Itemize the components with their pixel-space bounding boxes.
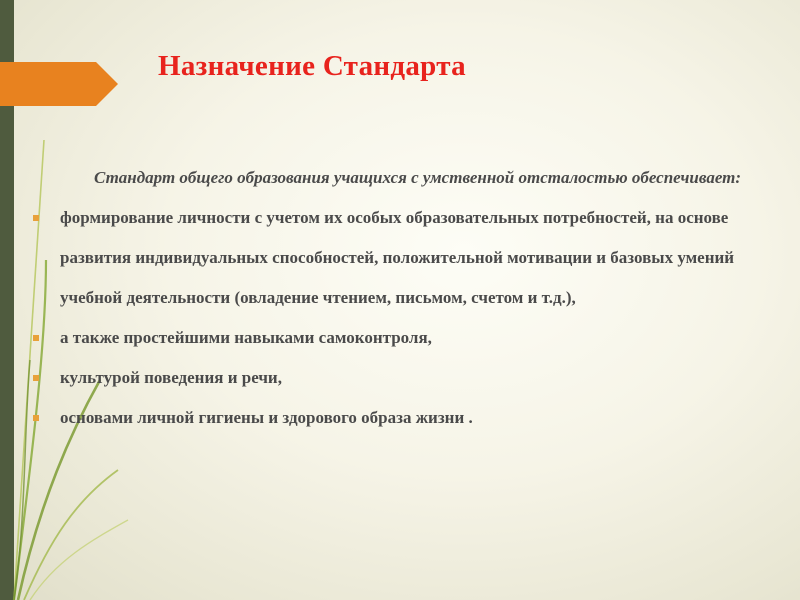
square-bullet-icon [33,415,39,421]
bullet-item [60,318,760,358]
square-bullet-icon [33,375,39,381]
bullet-text: культурой поведения и речи, [60,368,282,387]
square-bullet-icon [33,335,39,341]
bullet-item [60,198,760,318]
orange-arrow-icon [0,62,120,106]
bullet-text: формирование личности с учетом их особых образовательных потребностей, на основе развития индивидуальных способностей, положительной мотивации и базовых умений учебной деятельности (овладение чтением, письмом, счетом и т.д.), [60,208,735,307]
square-bullet-icon [33,215,39,221]
slide-body [60,158,760,438]
bullet-text: а также простейшими навыками самоконтроля, [60,328,432,347]
slide-title: Назначение Стандарта [158,50,466,82]
bullet-list [60,198,760,438]
bullet-item [60,398,760,438]
bullet-text: основами личной гигиены и здорового образа жизни . [60,408,473,427]
intro-text: Стандарт общего образования учащихся с умственной отсталостью обеспечивает: [94,168,742,187]
bullet-item [60,358,760,398]
